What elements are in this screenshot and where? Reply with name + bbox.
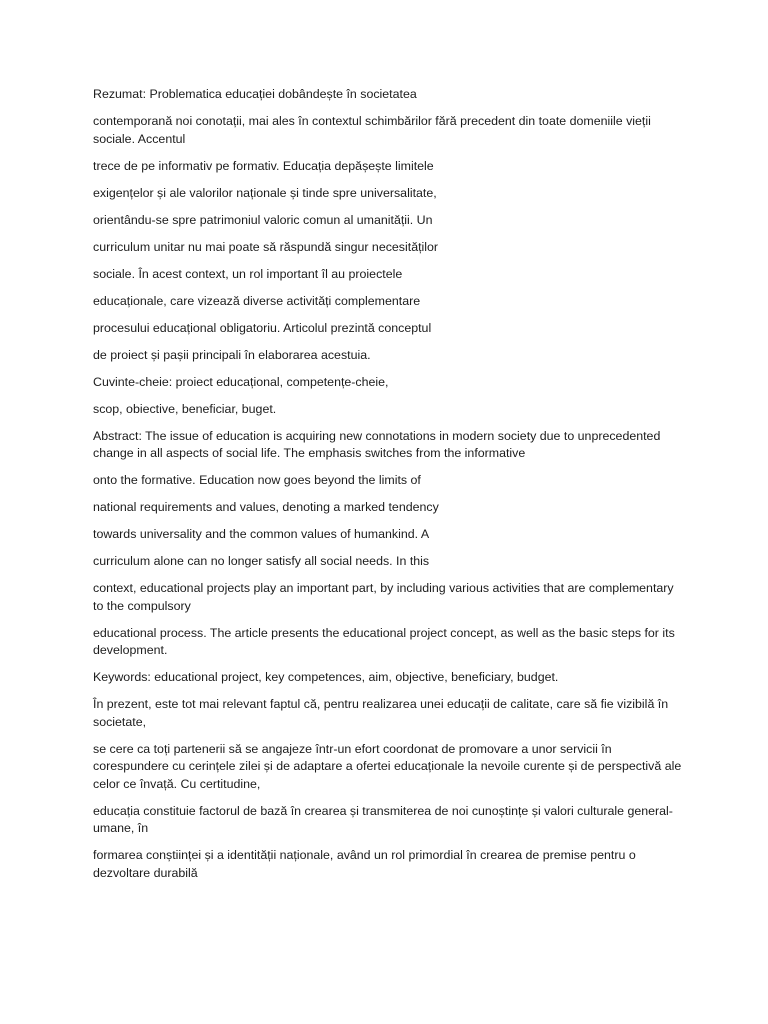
body-paragraph: În prezent, este tot mai relevant faptul că, pentru realizarea unei educații de calitate, care să fie vizibilă în societate, [93, 697, 669, 729]
body-paragraph: formarea conștiinței și a identității naționale, având un rol primordial în crearea de premise pentru o dezvoltare durabilă [93, 848, 636, 880]
abstract-en-line: Abstract: The issue of education is acquiring new connotations in modern society due to unprecedented change in all aspects of social life. The emphasis switches from the informative [93, 428, 661, 460]
abstract-ro-line: educaționale, care vizează diverse activități complementare [93, 293, 421, 308]
keywords-ro-line: scop, obiective, beneficiar, buget. [93, 401, 277, 416]
keywords-ro-line: Cuvinte-cheie: proiect educațional, competențe-cheie, [93, 374, 389, 389]
abstract-en-line: context, educational projects play an important part, by including various activities that are complementary to the compulsory [93, 581, 674, 613]
abstract-ro-line: Rezumat: Problematica educației dobândește în societatea [93, 87, 417, 101]
abstract-en-line: curriculum alone can no longer satisfy all social needs. In this [93, 554, 430, 568]
document-page [93, 86, 683, 892]
body-paragraph: se cere ca toți partenerii să se angajeze într-un efort coordonat de promovare a unor servicii în corespundere cu cerințele zilei și de adaptare a ofertei educaționale la nevoile curente și de perspectivă ale celor ce învață. Cu certitudine, [93, 741, 682, 791]
abstract-en-line: national requirements and values, denoting a marked tendency [93, 500, 439, 514]
abstract-en-line: towards universality and the common values of humankind. A [93, 527, 430, 541]
abstract-en-line: onto the formative. Education now goes beyond the limits of [93, 473, 421, 487]
abstract-ro-line: exigențelor și ale valorilor naționale și tinde spre universalitate, [93, 185, 437, 200]
abstract-ro-line: orientându-se spre patrimoniul valoric comun al umanității. Un [93, 212, 433, 227]
keywords-en-line: Keywords: educational project, key competences, aim, objective, beneficiary, budget. [93, 670, 559, 684]
abstract-ro-line: sociale. În acest context, un rol important îl au proiectele [93, 266, 403, 281]
abstract-ro-line: de proiect și pașii principali în elaborarea acestuia. [93, 347, 371, 362]
abstract-ro-line: curriculum unitar nu mai poate să răspundă singur necesităților [93, 239, 439, 254]
abstract-ro-line: contemporană noi conotații, mai ales în contextul schimbărilor fără precedent din toate domeniile vieții sociale. Accentul [93, 114, 651, 146]
abstract-ro-line: procesului educațional obligatoriu. Articolul prezintă conceptul [93, 320, 432, 335]
abstract-en-line: educational process. The article presents the educational project concept, as well as the basic steps for its development. [93, 625, 675, 657]
body-paragraph: educația constituie factorul de bază în crearea și transmiterea de noi cunoștințe și valori culturale general-umane, în [93, 803, 673, 835]
abstract-ro-line: trece de pe informativ pe formativ. Educația depășește limitele [93, 158, 434, 173]
